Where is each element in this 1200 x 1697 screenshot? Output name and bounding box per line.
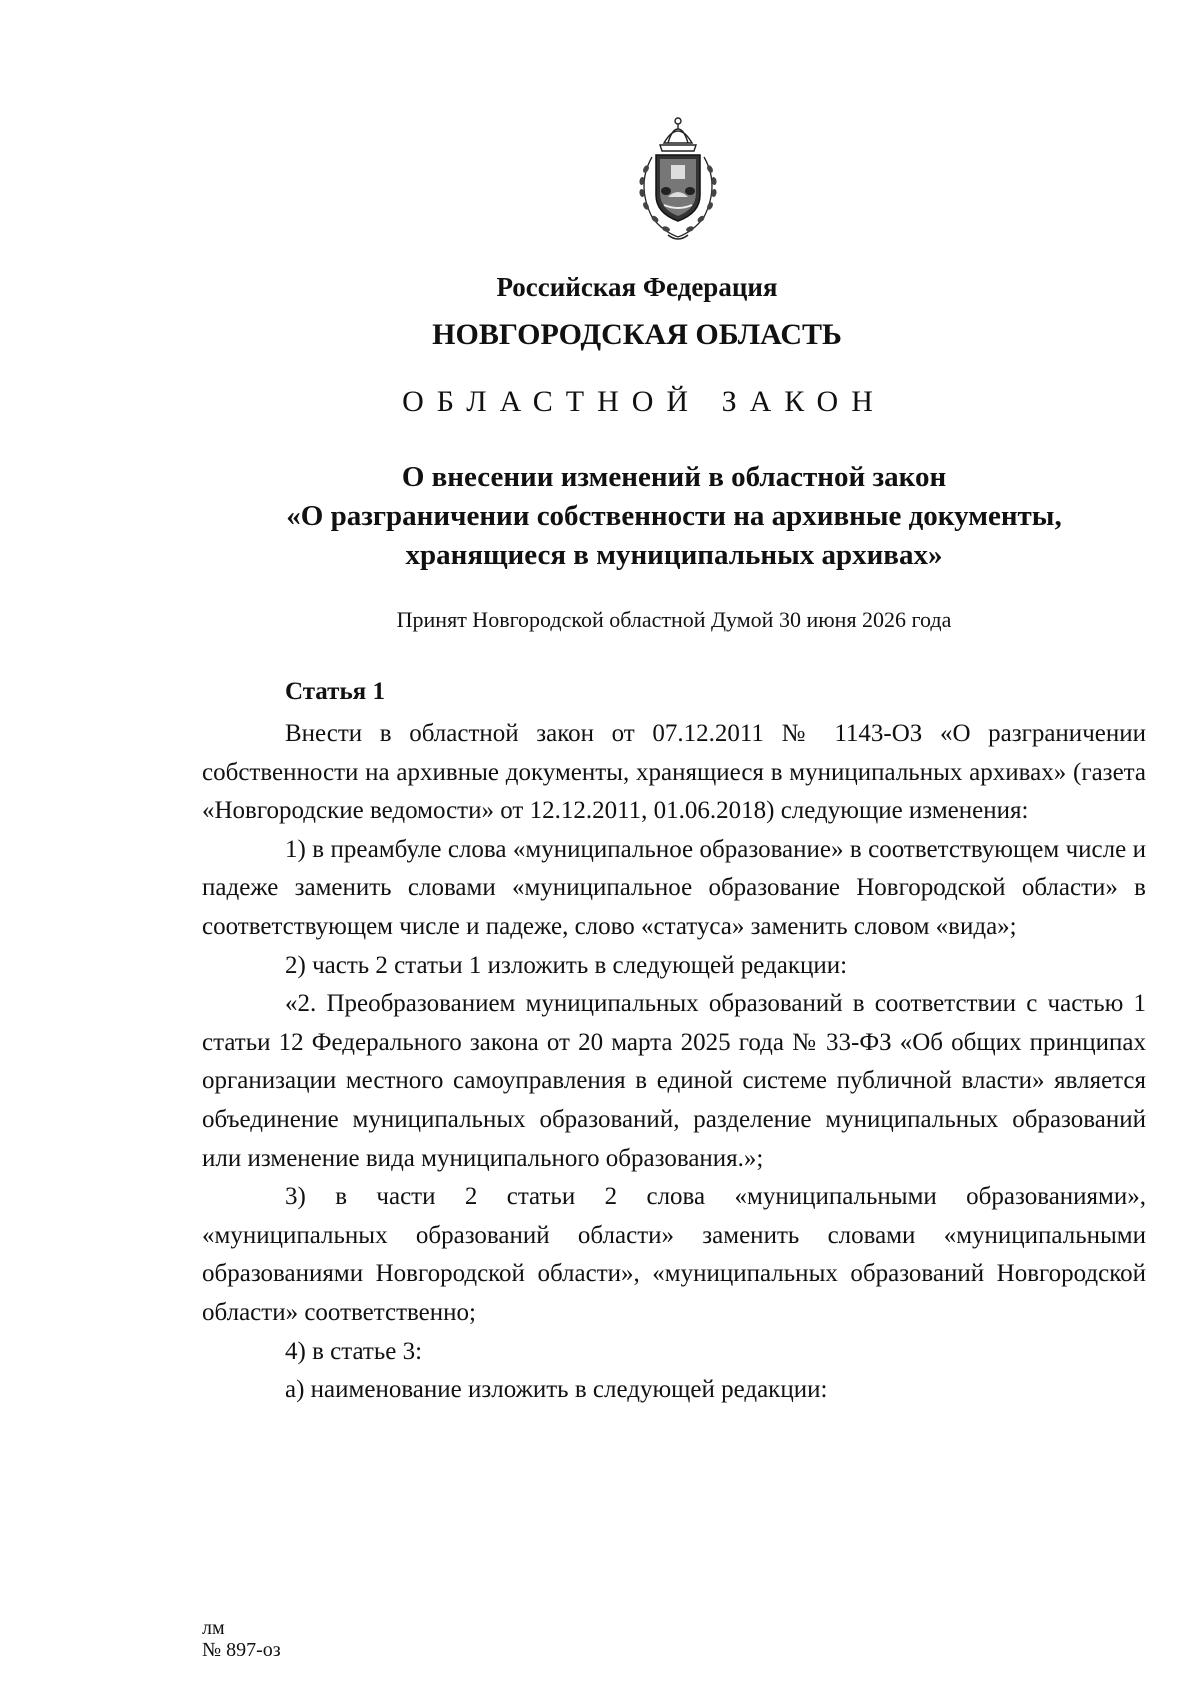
law-title [200, 458, 1148, 575]
document-footer [202, 1617, 281, 1661]
coat-of-arms-emblem [622, 113, 734, 247]
footer-initials: лм [202, 1617, 225, 1639]
article-paragraph: «2. Преобразованием муниципальных образований в соответствии с частью 1 статьи 12 Федерального закона от 20 марта 2025 года № 33-ФЗ «Об общих принципах организации местного самоуправления в единой системе публичной власти» является объединение муниципальных образований, разделение муниципальных образований или изменение вида муниципального образования.»; [202, 990, 1146, 1172]
article-paragraph: 1) в преамбуле слова «муниципальное образование» в соответствующем числе и падеже заменить словами «муниципальное образование Новгородской области» в соответствующем числе и падеже, слово «статуса» заменить словом «вида»; [202, 835, 1146, 940]
region-heading: НОВГОРОДСКАЯ ОБЛАСТЬ [432, 318, 842, 351]
law-title-line: О внесении изменений в областной закон [401, 461, 947, 493]
article-paragraph: 4) в статье 3: [285, 1337, 423, 1365]
article-heading: Статья 1 [285, 678, 385, 705]
article-paragraph: 2) часть 2 статьи 1 изложить в следующей редакции: [285, 951, 848, 979]
article-paragraph: Внести в областной закон от 07.12.2011 № 1143-ОЗ «О разграничении собственности на архивные документы, хранящиеся в муниципальных архивах» (газета «Новгородские ведомости» от 12.12.2011, 01.06.2018) следующие изменения: [202, 720, 1146, 825]
article-body [202, 715, 1146, 1410]
adoption-note: Принят Новгородской областной Думой 30 июня 2026 года [396, 607, 952, 632]
footer-law-number: № 897-оз [202, 1639, 281, 1661]
law-title-line: хранящиеся в муниципальных архивах» [405, 539, 943, 571]
country-heading: Российская Федерация [496, 272, 778, 302]
article-paragraph: а) наименование изложить в следующей редакции: [285, 1376, 828, 1404]
law-title-line: «О разграничении собственности на архивные документы, [286, 500, 1062, 532]
document-type-heading: ОБЛАСТНОЙ ЗАКОН [402, 385, 886, 418]
article-paragraph: 3) в части 2 статьи 2 слова «муниципальными образованиями», «муниципальных образований области» заменить словами «муниципальными образованиями Новгородской области», «муниципальных образований Новгородской области» соответственно; [202, 1183, 1146, 1326]
